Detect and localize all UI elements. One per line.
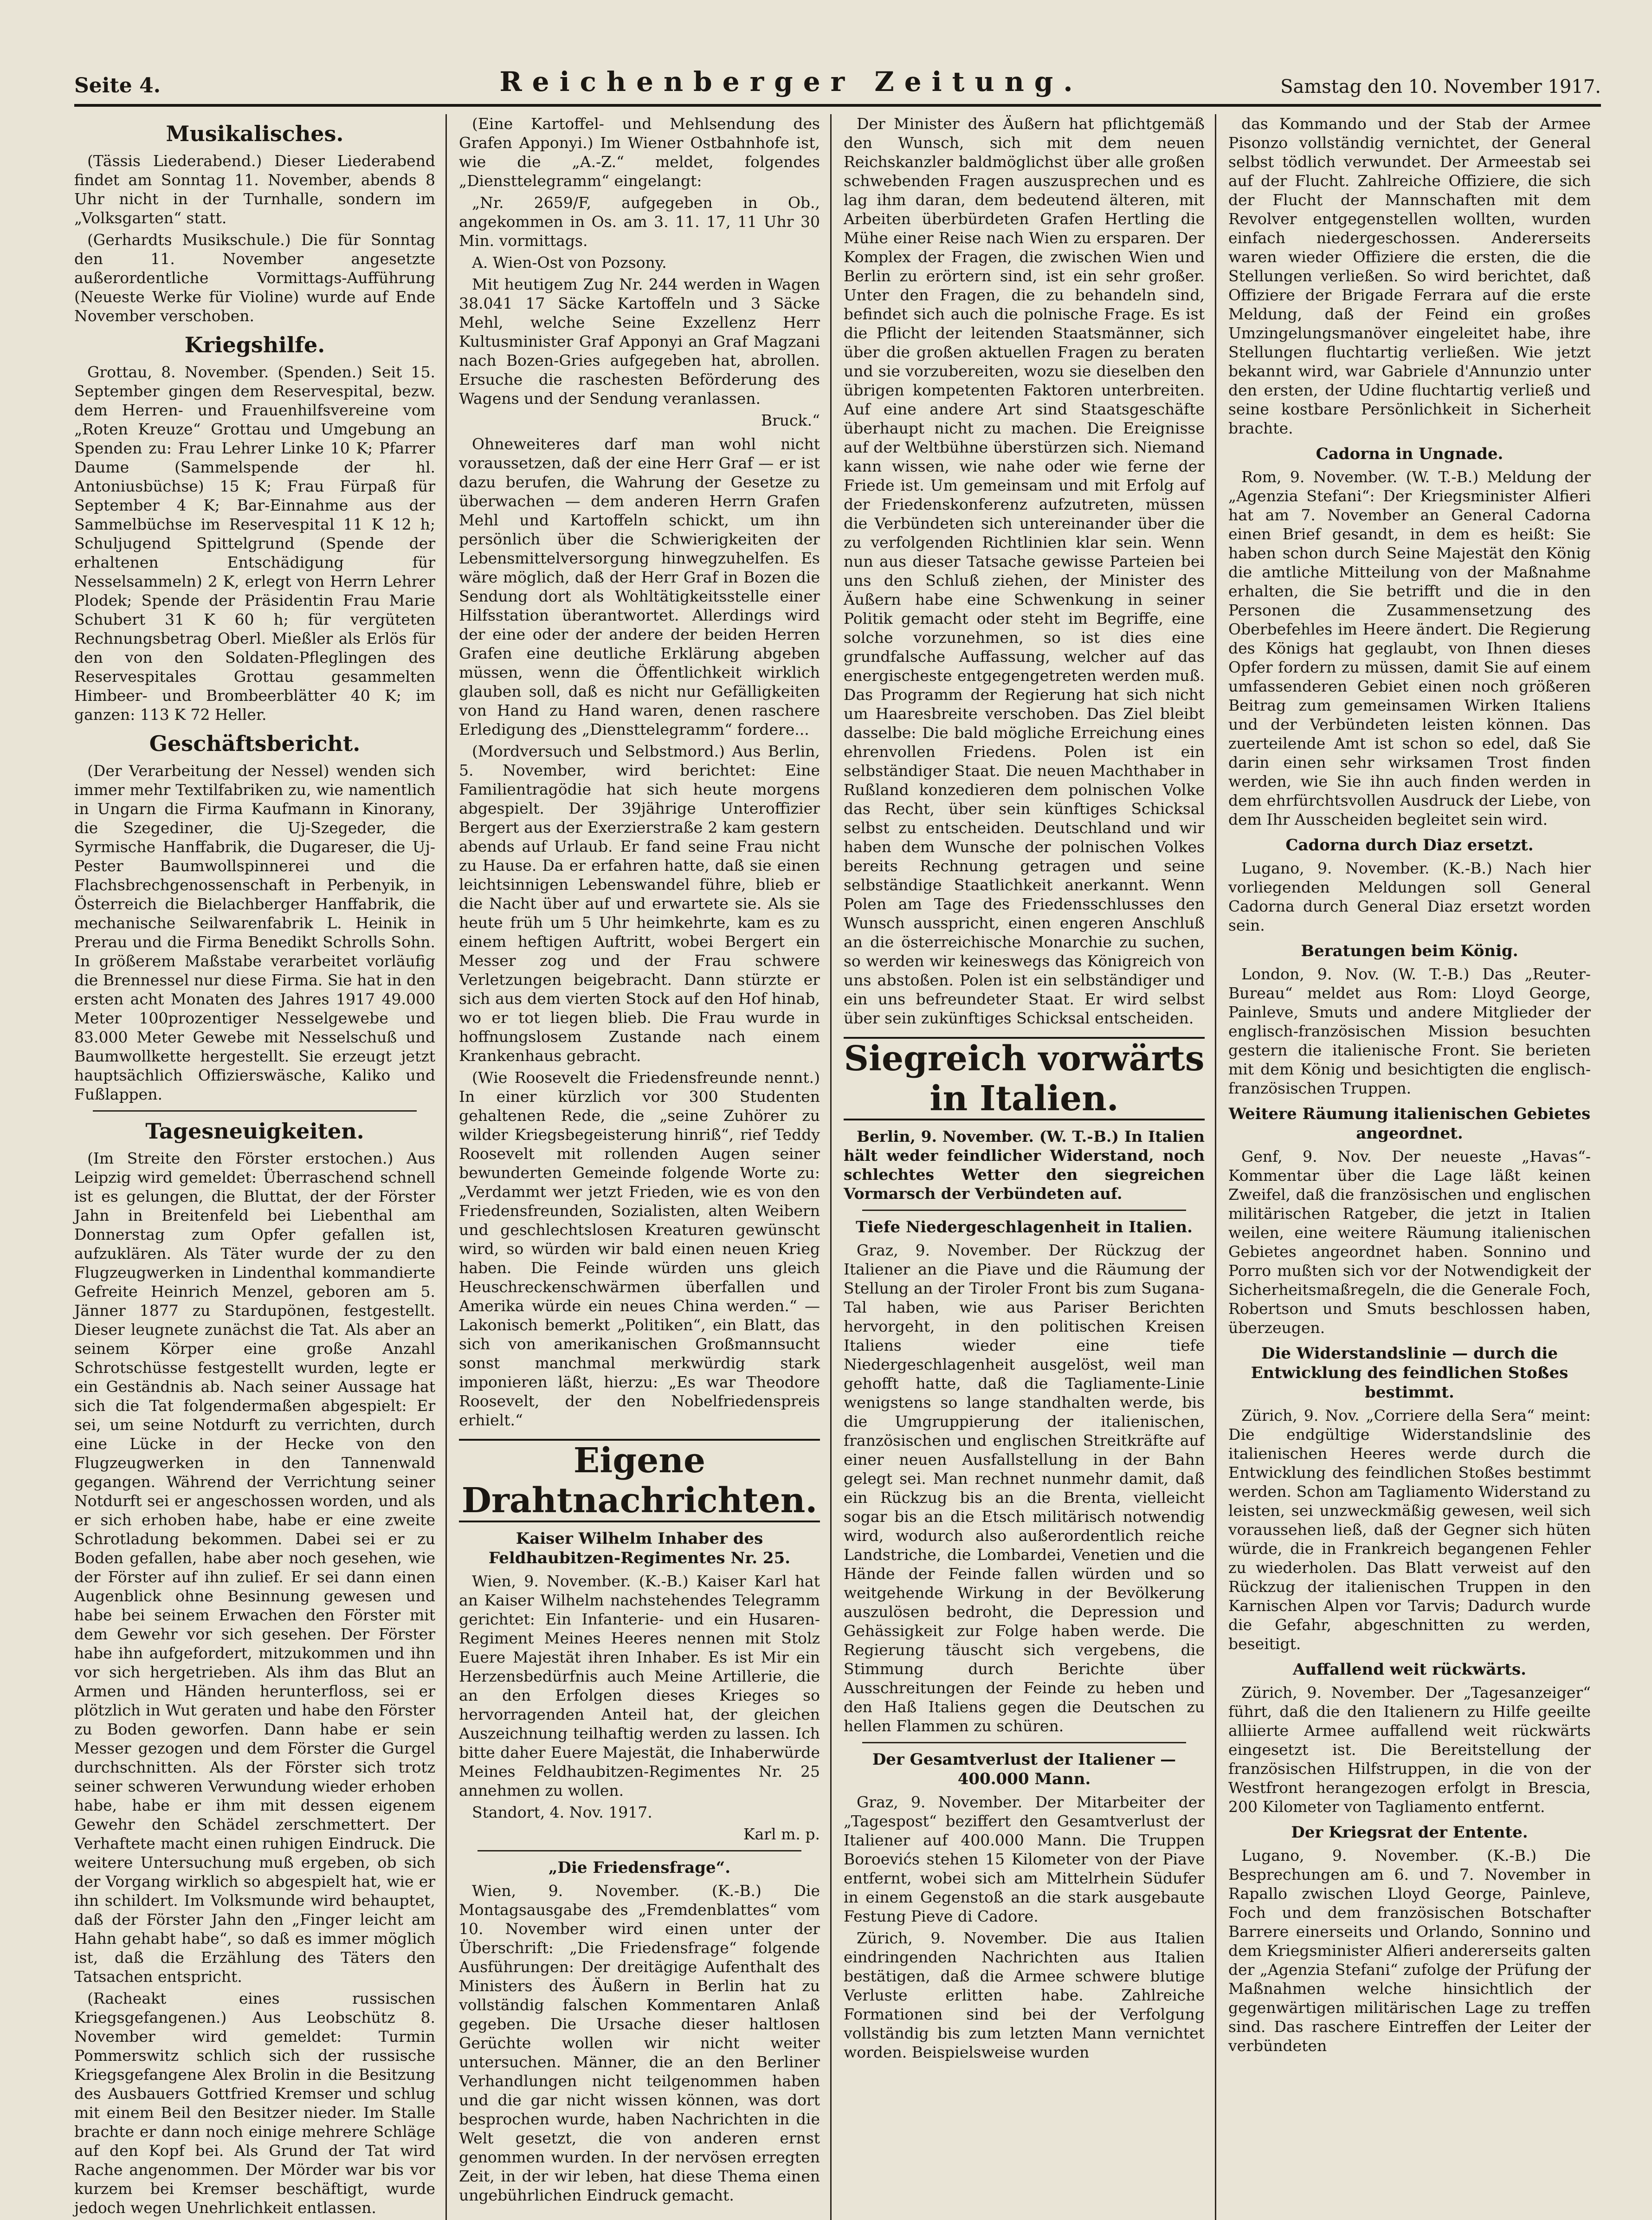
article-paragraph: Lugano, 9. November. (K.-B.) Nach hier vorliegenden Meldungen soll General Cadorna durch General Diaz ersetzt worden sein. <box>1228 859 1591 934</box>
article-paragraph: Graz, 9. November. Der Rückzug der Italiener an die Piave und die Räumung der Stellung an der Tiroler Front bis zum Sugana-Tal haben, wie aus Pariser Berichten hervorgeht, in den politischen Kreisen Italiens wieder eine tiefe Niedergeschlagenheit ausgelöst, weil man gehofft hatte, daß die Tagliamente-Linie wenigstens so lange standhalten werde, bis die Umgruppierung der italienischen, französischen und englischen Streitkräfte auf einer neuen Ausfallstellung in der Bahn gelegt sei. Man rechnet nunmehr damit, daß ein Rückzug bis an die Brenta, vielleicht sogar bis an die Etsch militärisch notwendig wird, wodurch also außerordentlich reiche Landstriche, die Lombardei, Venetien und die Hände der Feinde fallen würden und so weitgehende Wirkung in der Bevölkerung auszulösen bedroht, die Depression und Gehässigkeit zur Folge haben werde. Die Regierung täuscht sich vergebens, die Stimmung durch Berichte über Ausschreitungen der Feinde zu heben und den Haß Italiens gegen die Deutschen zu hellen Flammen zu schüren. <box>844 1241 1205 1735</box>
article-paragraph: Standort, 4. Nov. 1917. <box>472 1803 652 1821</box>
heading-geschaeftsbericht: Geschäftsbericht. <box>149 731 361 756</box>
article-paragraph: Genf, 9. Nov. Der neueste „Havas“-Kommentar über die Lage läßt keinen Zweifel, daß die französischen und englischen militärischen Ratgeber, die jetzt in Italien weilen, eine weitere Räumung italienischen Gebietes angeordnet haben. Sonnino und Porro mußten sich vor der Notwendigkeit der Sicherheitsmaßregeln, die die Generale Foch, Robertson und Smuts beschlossen haben, überzeugen. <box>1228 1147 1591 1337</box>
article-paragraph: Wien, 9. November. (K.-B.) Kaiser Karl hat an Kaiser Wilhelm nachstehendes Telegramm gerichtet: Ein Infanterie- und ein Husaren-Regiment Meines Heeres nennen mit Stolz Euere Majestät ihren Inhaber. Es ist Mir ein Herzensbedürfnis auch Meine Artillerie, die an den Erfolgen dieses Krieges so hervorragenden Anteil hat, der gleichen Auszeichnung teilhaftig werden zu lassen. Ich bitte daher Euere Majestät, die Inhaberwürde Meines Feldhaubitzen-Regimentes Nr. 25 annehmen zu wollen. <box>459 1572 820 1799</box>
article-paragraph: Rom, 9. November. (W. T.-B.) Meldung der „Agenzia Stefani“: Der Kriegsminister Alfieri hat am 7. November an General Cadorna einen Brief gesandt, in dem es heißt: Sie haben schon durch Seine Majestät den König die amtliche Mitteilung von der Maßnahme erhalten, die Sie betrifft und die in den Personen die Zusammensetzung des Oberbefehles im Heere ändert. Die Regierung des Königs hat geglaubt, von Ihnen dieses Opfer fordern zu müssen, damit Sie auf einem umfassenderen Gebiet einen noch größeren Beitrag zum gemeinsamen Wirken Italiens und der Verbündeten leisten können. Das zuerteilende Amt ist schon so edel, daß Sie darin einen sehr wirksamen Trost finden werden, wie Sie ihn auch finden werden in dem ehrfürchtsvollen Ausdruck der Liebe, von dem Ihr Ausscheiden begleitet sein wird. <box>1228 468 1591 828</box>
article-paragraph: (Im Streite den Förster erstochen.) Aus Leipzig wird gemeldet: Überraschend schnell ist es gelungen, die Bluttat, der der Förster Jahn in Breitenfeld bei Liebenthal am Donnerstag zum Opfer gefallen ist, aufzuklären. Als Täter wurde der zu den Flugzeugwerken in Lindenthal kommandierte Gefreite Heinrich Menzel, geboren am 5. Jänner 1877 zu Stardupönen, festgestellt. Dieser leugnete zunächst die Tat. Als aber an seinem Körper eine große Anzahl Schrotschüsse festgestellt wurden, legte er ein Geständnis ab. Nach seiner Aussage hat sich die Tat folgendermaßen abgespielt: Er sei, um seine Notdurft zu verrichten, durch eine Lücke in der Hecke von den Flugzeugwerken in den Tannenwald gegangen. Während der Verrichtung seiner Notdurft sei er angeschossen worden, und als er sich erhoben habe, habe er eine zweite Schrotladung bekommen. Dabei sei er zu Boden gefallen, habe aber noch gesehen, wie der Förster auf ihn zulief. Er sei dann einen Augenblick ohne Besinnung gewesen und habe bei seinem Erwachen den Förster mit dem Gewehr vor sich gesehen. Der Förster habe ihn aufgefordert, mitzukommen und ihn vor sich hergetrieben. Als ihm das Blut an Armen und Händen herunterfloss, sei er plötzlich in Wut geraten und habe den Förster zu Boden geworfen. Dann habe er sein Messer gezogen und dem Förster die Gurgel durchschnitten. Als der Förster sich trotz seiner schweren Verwundung wieder erhoben habe, habe er ihm mit dessen eigenem Gewehr den Schädel zerschmettert. Der Verhaftete macht einen ruhigen Eindruck. Die weitere Untersuchung muß ergeben, ob sich der Vorgang wirklich so abgespielt hat, wie er ihn schildert. Im Volksmunde wird behauptet, daß der Förster Jahn den „Finger leicht am Hahn gehabt habe“, so daß es immer möglich ist, daß die Erzählung des Täters den Tatsachen entspricht. <box>74 1149 435 1986</box>
article-headline: Der Gesamtverlust der Italiener — 400.000 Mann. <box>872 1750 1176 1788</box>
article-paragraph: (Der Verarbeitung der Nessel) wenden sich immer mehr Textilfabriken zu, wie namentlich in Ungarn die Firma Kaufmann in Kinorany, die Szegediner, die Uj-Szegeder, die Syrmische Hanffabrik, die Dugareser, die Uj-Pester Baumwollspinnerei und die Flachsbrechgenossenschaft in Perbenyik, in Österreich die Bielachberger Hanffabrik, die mechanische Seilwarenfabrik L. Heinik in Prerau und die Firma Benedikt Schrolls Sohn. In größerem Maßstabe verarbeitet vorläufig die Brennessel nur diese Firma. Sie hat in den ersten acht Monaten des Jahres 1917 49.000 Meter 100prozentiger Nesselgewebe und 83.000 Meter Gewebe mit Nesselschuß und Baumwollkette hergestellt. Sie erzeugt jetzt hauptsächlich Offizierswäsche, Kaliko und Fußlappen. <box>74 762 435 1103</box>
section-banner-drahtnachrichten: Eigene Drahtnachrichten. <box>459 1439 820 1522</box>
article-paragraph: (Eine Kartoffel- und Mehlsendung des Grafen Apponyi.) Im Wiener Ostbahnhofe ist, wie die „A.-Z.“ meldet, folgendes „Diensttelegramm“ eingelangt: <box>459 115 820 190</box>
column-1 <box>74 114 447 2220</box>
divider <box>478 1850 801 1851</box>
divider <box>93 1110 417 1112</box>
signature: Bruck.“ <box>761 411 820 429</box>
masthead <box>74 56 1601 107</box>
article-paragraph: (Racheakt eines russischen Kriegsgefangenen.) Aus Leobschütz 8. November wird gemeldet: Turmin Pommerswitz schlich sich der russische Kriegsgefangene Alex Brolin in die Besitzung des Ausbauers Gottfried Kremser und schlug mit einem Beil den Besitzer nieder. Im Stalle brachte er dann noch einige mehrere Schläge auf den Kopf bei. Als Grund der Tat wird Rache angenommen. Der Mörder war bis vor kurzem bei Kremser beschäftigt, wurde jedoch wegen Unehrlichkeit entlassen. <box>74 1989 435 2217</box>
article-headline: Kaiser Wilhelm Inhaber des Feldhaubitzen-Regimentes Nr. 25. <box>488 1529 791 1567</box>
article-paragraph: Zürich, 9. November. Der „Tagesanzeiger“ führt, daß die den Italienern zu Hilfe geeilte alliierte Armee auffallend weit rückwärts eingesetzt ist. Die Bereitstellung der französischen Hilfstruppen, in die von der Westfront herangezogen erfolgt in Brescia, 200 Kilometer von Tagliamento entfernt. <box>1228 1683 1591 1816</box>
heading-musikalisches: Musikalisches. <box>166 121 344 146</box>
divider <box>862 1210 1186 1211</box>
article-paragraph: Der Minister des Äußern hat pflichtgemäß den Wunsch, sich mit dem neuen Reichskanzler baldmöglichst über alle großen schwebenden Fragen auszusprechen und es lag ihm daran, dem bedeutend älteren, mit Arbeiten überbürdeten Grafen Hertling die Mühe einer Reise nach Wien zu ersparen. Der Komplex der Fragen, die zwischen Wien und Berlin zu erörtern sind, ist ein sehr großer. Unter den Fragen, die zu behandeln sind, befindet sich auch die polnische Frage. Es ist die Pflicht der leitenden Staatsmänner, sich über die großen aktuellen Fragen zu beraten und sie vorzubereiten, wozu sie dieselben den übrigen kompetenten Faktoren unterbreiten. Auf eine andere Art sind Staatsgeschäfte überhaupt nicht zu machen. Die Ereignisse auf der Weltbühne überstürzen sich. Niemand kann wissen, wie nahe oder wie ferne der Friede ist. Um gemeinsam und mit Erfolg auf der Friedenskonferenz aufzutreten, müssen die Verbündeten sich untereinander über die zu verfolgenden Richtlinien klar sein. Wenn nun aus dieser Tatsache gewisse Parteien bei uns den Schluß ziehen, der Minister des Äußern habe eine Schwenkung in seiner Politik gemacht oder steht im Begriffe, eine solche vorzunehmen, so ist dies eine grundfalsche Auffassung, welcher auf das energischeste entgegengetreten werden muß. Das Programm der Regierung hat sich nicht um Haaresbreite verschoben. Das Ziel bleibt dasselbe: Die bald mögliche Erreichung eines ehrenvollen Friedens. Polen ist ein selbständiger Staat. Die neuen Machthaber in Rußland konzedieren dem polnischen Volke das Recht, über sein künftiges Schicksal selbst zu entscheiden. Deutschland und wir haben dem Wunsche der polnischen Volkes bereits Rechnung getragen und seine selbständige Staatlichkeit anerkannt. Wenn Polen am Tage des Friedensschlusses den Wunsch ausspricht, einen engeren Anschluß an die österreichische Monarchie zu suchen, so werden wir keineswegs das Königreich von uns abstoßen. Polen ist ein selbständiger und ein uns befreundeter Staat. Er wird selbst über sein zukünftiges Schicksal entscheiden. <box>844 115 1205 1027</box>
heading-kriegshilfe: Kriegshilfe. <box>184 332 325 357</box>
article-paragraph: (Wie Roosevelt die Friedensfreunde nennt.) In einer kürzlich vor 300 Studenten gehaltenen Rede, die „seine Zuhörer zu wilder Kriegsbegeisterung hinriß“, rief Teddy Roosevelt mit rollenden Augen seiner bewunderten Gemeinde folgende Worte zu: „Verdammt wer jetzt Frieden, wie es von den Friedensfreunden, Sozialisten, alten Weibern und geschlechtslosen Kreaturen gewünscht wird, so würden wir bald einen neuen Krieg haben. Die Feinde würden uns gleich Heuschreckenschwärmen überfallen und Amerika würde ein neues China werden.“ — Lakonisch bemerkt „Politiken“, ein Blatt, das sich von amerikanischen Großmannsucht sonst manchmal merkwürdig stark imponieren läßt, hierzu: „Es war Theodore Roosevelt, der den Nobelfriedenspreis erhielt.“ <box>459 1068 820 1429</box>
heading-tagesneuigkeiten: Tagesneuigkeiten. <box>145 1119 364 1144</box>
section-banner-italien: Siegreich vorwärts in Italien. <box>844 1037 1205 1120</box>
article-paragraph: „Nr. 2659/F, aufgegeben in Ob., angekommen in Os. am 3. 11. 17, 11 Uhr 30 Min. vormittags. <box>459 194 820 250</box>
article-paragraph: Mit heutigem Zug Nr. 244 werden in Wagen 38.041 17 Säcke Kartoffeln und 3 Säcke Mehl, welche Seine Exzellenz Herr Kultusminister Graf Apponyi an Graf Magzani nach Bozen-Gries aufgegeben hat, abrollen. Ersuche die raschesten Beförderung des Wagens und der Sendung veranlassen. <box>459 275 820 408</box>
article-headline: Weitere Räumung italienischen Gebietes angeordnet. <box>1228 1105 1591 1143</box>
article-headline: Der Kriegsrat der Entente. <box>1291 1823 1528 1842</box>
article-headline: Die Widerstandslinie — durch die Entwicklung des feindlichen Stoßes bestimmt. <box>1251 1344 1568 1402</box>
article-paragraph: Zürich, 9. Nov. „Corriere della Sera“ meint: Die endgültige Widerstandslinie des italienischen Heeres werde durch die Entwicklung des feindlichen Stoßes bestimmt werden. Schon am Tagliamento Widerstand zu leisten, sei unzweckmäßig gewesen, weil sich voraussehen ließ, daß der Gegner sich hüten würde, die in Frankreich begangenen Fehler zu wiederholen. Das Blatt verweist auf den Rückzug der italienischen Truppen in den Karnischen Alpen vor Tarvis; Dadurch wurde die Gefahr, abgeschnitten zu werden, beseitigt. <box>1228 1406 1591 1653</box>
article-paragraph: Lugano, 9. November. (K.-B.) Die Besprechungen am 6. und 7. November in Rapallo zwischen Lloyd George, Painleve, Foch und dem französischen Botschafter Barrere einerseits und Orlando, Sonnino und dem Kriegsminister Alfieri andererseits galten der „Agenzia Stefani“ zufolge der Prüfung der Maßnahmen welche hinsichtlich der gegenwärtigen militärischen Lage zu treffen sind. Das raschere Eintreffen der Leiter der verbündeten <box>1228 1846 1591 2055</box>
article-paragraph: Zürich, 9. November. Die aus Italien eindringenden Nachrichten aus Italien bestätigen, daß die Armee schwere blutige Verluste erlitten habe. Zahlreiche Formationen sind bei der Verfolgung vollständig bis zum letzten Mann vernichtet worden. Beispielsweise wurden <box>844 1929 1205 2061</box>
columns <box>74 114 1601 2217</box>
article-headline: „Die Friedensfrage“. <box>548 1858 731 1877</box>
column-4 <box>1228 114 1601 2220</box>
issue-date: Samstag den 10. November 1917. <box>1280 76 1601 97</box>
article-paragraph: (Gerhardts Musikschule.) Die für Sonntag den 11. November angesetzte außerordentliche Vormittags-Aufführung (Neueste Werke für Violine) wurde auf Ende November verschoben. <box>74 231 435 325</box>
article-paragraph: Grottau, 8. November. (Spenden.) Seit 15. September gingen dem Reservespital, bezw. dem Herren- und Frauenhilfsvereine vom „Roten Kreuze“ Grottau und Umgebung an Spenden zu: Frau Lehrer Linke 10 K; Pfarrer Daume (Sammelspende der hl. Antoniusbüchse) 15 K; Frau Fürpaß für September 4 K; Bar-Einnahme aus der Sammelbüchse im Reservespital 11 K 12 h; Schuljugend Spittelgrund (Spende der erhaltenen Entschädigung für Nesselsammeln) 2 K, erlegt von Herrn Lehrer Plodek; Spende der Präsidentin Frau Marie Schubert 31 K 60 h; für vergüteten Rechnungsbetrag Oberl. Mießler als Erlös für den von den Soldaten-Pfleglingen des Reservespitales Grottau gesammelten Himbeer- und Brombeerblätter 40 K; im ganzen: 113 K 72 Heller. <box>74 363 435 724</box>
article-paragraph: Graz, 9. November. Der Mitarbeiter der „Tagespost“ beziffert den Gesamtverlust der Italiener auf 400.000 Mann. Die Truppen Boroevićs stehen 15 Kilometer von der Piave entfernt, wobei sich am Mittelrhein Südufer in einem Gegenstoß an die stark ausgebaute Festung Pieve di Cadore. <box>844 1793 1205 1925</box>
article-paragraph: London, 9. Nov. (W. T.-B.) Das „Reuter-Bureau“ meldet aus Rom: Lloyd George, Painleve, Smuts und andere Mitglieder der englisch-französischen Mission besuchten gestern die italienische Front. Sie berieten mit dem König und besichtigten die englisch-französischen Truppen. <box>1228 965 1591 1097</box>
column-2 <box>459 114 832 2220</box>
signature: Karl m. p. <box>743 1825 820 1843</box>
article-paragraph: (Mordversuch und Selbstmord.) Aus Berlin, 5. November, wird berichtet: Eine Familientragödie hat sich heute morgens abgespielt. Der 39jährige Unteroffizier Bergert aus der Exerzierstraße 2 kam gestern abends auf Urlaub. Er fand seine Frau nicht zu Hause. Da er erfahren hatte, daß sie einen leichtsinnigen Lebenswandel führe, blieb er die Nacht über auf und erwartete sie. Als sie heute früh um 5 Uhr heimkehrte, kam es zu einem heftigen Auftritt, wobei Bergert ein Messer zog und der Frau schwere Verletzungen beigebracht. Dann stürzte er sich aus dem vierten Stock auf den Hof hinab, wo er tot liegen blieb. Die Frau wurde in hoffnungslosem Zustande nach einem Krankenhaus gebracht. <box>459 742 820 1065</box>
article-headline: Cadorna in Ungnade. <box>1316 445 1504 463</box>
article-headline: Tiefe Niedergeschlagenheit in Italien. <box>856 1218 1193 1236</box>
page-number: Seite 4. <box>74 74 161 97</box>
lead-paragraph: Berlin, 9. November. (W. T.-B.) In Italien hält weder feindlicher Widerstand, noch schlechtes Wetter den siegreichen Vormarsch der Verbündeten auf. <box>844 1127 1205 1203</box>
article-paragraph: Ohneweiteres darf man wohl nicht voraussetzen, daß der eine Herr Graf — er ist dazu berufen, die Wahrung der Gesetze zu überwachen — dem anderen Herrn Grafen Mehl und Kartoffeln schickt, um ihn persönlich über die Schwierigkeiten der Lebensmittelversorgung hinwegzuhelfen. Es wäre möglich, daß der Herr Graf in Bozen die Sendung dort als Wohltätigkeitsstelle einer Hilfsstation überantwortet. Allerdings wird der eine oder der andere der beiden Herren Grafen eine deutliche Erklärung abgeben müssen, wenn die Öffentlichkeit wirklich glauben soll, daß es nicht nur Gefälligkeiten von Hand zu Hand waren, denen raschere Erledigung des „Diensttelegramm“ fordere... <box>459 435 820 738</box>
article-headline: Cadorna durch Diaz ersetzt. <box>1285 836 1534 854</box>
article-paragraph: A. Wien-Ost von Pozsony. <box>472 253 667 272</box>
newspaper-title: Reichenberger Zeitung. <box>499 66 1083 97</box>
article-paragraph: (Tässis Liederabend.) Dieser Liederabend findet am Sonntag 11. November, abends 8 Uhr nicht in der Turnhalle, sondern im „Volksgarten“ statt. <box>74 152 435 227</box>
article-paragraph: das Kommando und der Stab der Armee Pisonzo vollständig vernichtet, der General selbst tödlich verwundet. Der Armeestab sei auf der Flucht. Zahlreiche Offiziere, die sich der Flucht der Mannschaften mit dem Revolver entgegenstellen wollten, wurden einfach niedergeschossen. Andererseits waren wieder Offiziere die ersten, die die Stellungen verließen. So wird berichtet, daß Offiziere der Brigade Ferrara auf die erste Meldung, daß der Feind ein großes Umzingelungsmanöver eingeleitet habe, ihre Stellungen fluchtartig verließen. Wie jetzt bekannt wird, war Gabriele d'Annunzio unter den ersten, der Udine fluchtartig verließ und seine kostbare Persönlichkeit in Sicherheit brachte. <box>1228 115 1591 437</box>
article-headline: Beratungen beim König. <box>1301 942 1518 960</box>
article-headline: Auffallend weit rückwärts. <box>1293 1660 1526 1679</box>
column-3 <box>844 114 1216 2220</box>
divider <box>862 1742 1186 1743</box>
article-paragraph: Wien, 9. November. (K.-B.) Die Montagsausgabe des „Fremdenblattes“ vom 10. November wird einen unter der Überschrift: „Die Friedensfrage“ folgende Ausführungen: Der dreitägige Aufenthalt des Ministers des Äußern in Berlin hat zu vollständig falschen Kommentaren Anlaß gegeben. Die Ursache dieser haltlosen Gerüchte wollen wir nicht weiter untersuchen. Männer, die an den Berliner Verhandlungen nicht teilgenommen haben und die gar nicht wissen können, was dort besprochen wurde, haben Nachrichten in die Welt gesetzt, die von anderen ernst genommen wurden. In der nervösen erregten Zeit, in der wir leben, hat diese Thema einen ungebührlichen Eindruck gemacht. <box>459 1882 820 2204</box>
